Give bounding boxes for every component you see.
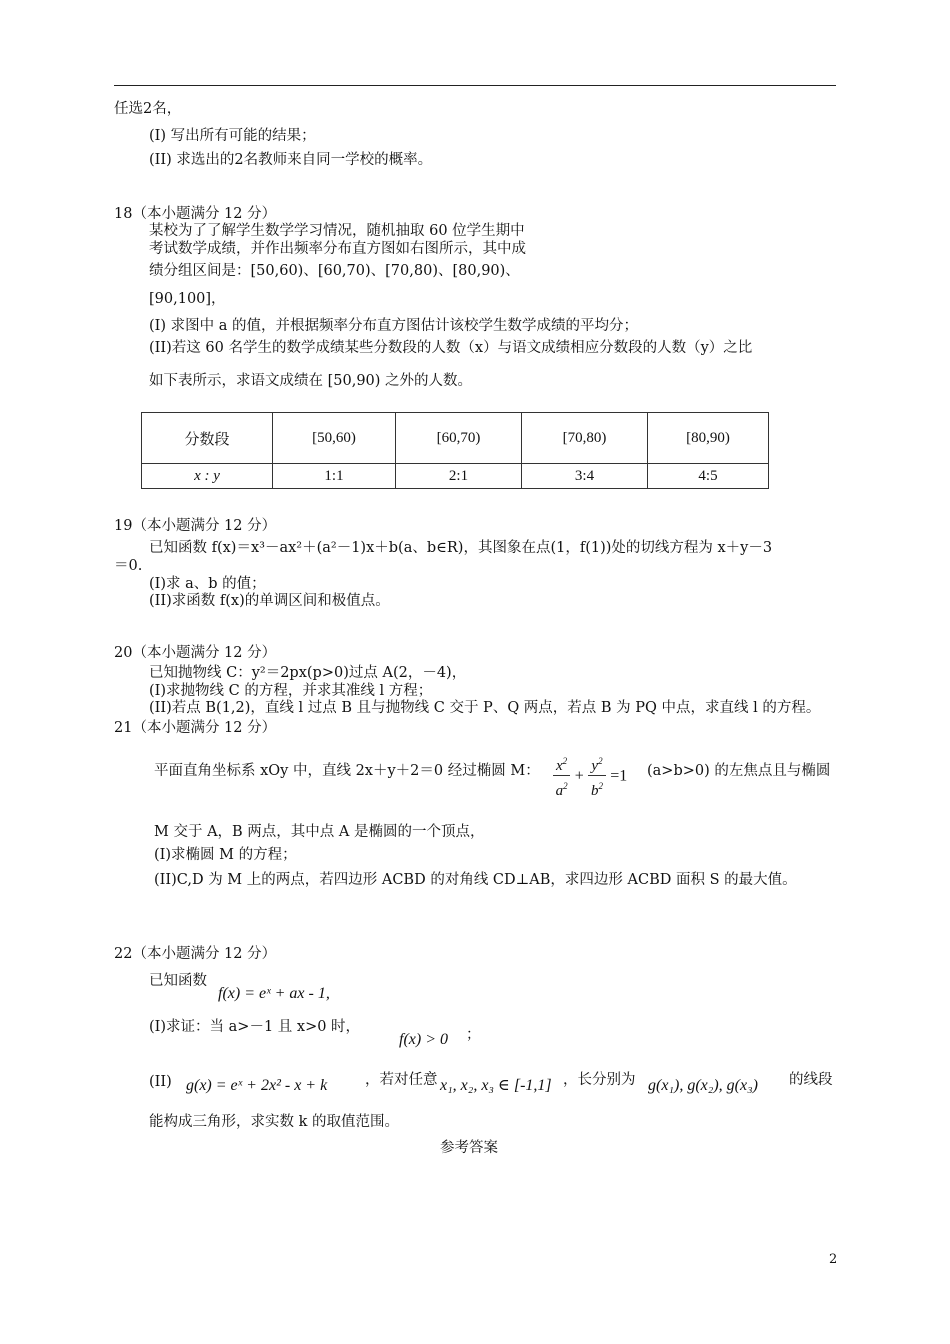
q21-part-2: (II)C,D 为 M 上的两点，若四边形 ACBD 的对角线 CD⊥AB，求四边形 ACBD 面积 S 的最大值。 bbox=[154, 872, 797, 888]
q20-heading: 20（本小题满分 12 分） bbox=[114, 645, 277, 661]
q22-line-3d: 的线段 bbox=[789, 1072, 833, 1088]
q19-part-1: (Ⅰ)求 a、b 的值； bbox=[149, 576, 266, 592]
q20-line-1: 已知抛物线 C：y²＝2px(p>0)过点 A(2，－4)， bbox=[149, 665, 467, 681]
q22-semicolon: ； bbox=[466, 1027, 481, 1043]
q22-heading: 22（本小题满分 12 分） bbox=[114, 946, 277, 962]
ellipse-equation: $\frac{x^2}{a^2}$ + $\frac{y^2}{b^2}$ =1 bbox=[553, 752, 627, 801]
fraction-x2-a2: $\frac{x^2}{a^2}$ bbox=[553, 752, 570, 801]
q22-line-4: 能构成三角形，求实数 k 的取值范围。 bbox=[149, 1114, 400, 1130]
q22-part-1: (I)求证：当 a>－1 且 x>0 时， bbox=[149, 1019, 361, 1035]
q20-part-1: (I)求抛物线 C 的方程，并求其准线 l 方程； bbox=[149, 683, 433, 699]
q18-part-2: (II)若这 60 名学生的数学成绩某些分数段的人数（x）与语文成绩相应分数段的人数（y）之比 bbox=[149, 340, 753, 356]
table-cell: 3:4 bbox=[522, 464, 648, 489]
q19-heading: 19（本小题满分 12 分） bbox=[114, 518, 277, 534]
q22-line-3b: ，若对任意 bbox=[365, 1072, 438, 1088]
table-header-cell: [80,90) bbox=[648, 413, 769, 464]
q17-part-2: (II) 求选出的2名教师来自同一学校的概率。 bbox=[149, 152, 433, 168]
table-cell: x : y bbox=[142, 464, 273, 489]
table-header-cell: [50,60) bbox=[273, 413, 396, 464]
q22-formula-f: f(x) = eˣ + ax - 1, bbox=[218, 985, 330, 1002]
fraction-y2-b2: $\frac{y^2}{b^2}$ bbox=[588, 752, 605, 801]
q19-part-2: (II)求函数 f(x)的单调区间和极值点。 bbox=[149, 593, 390, 609]
q18-line-7: 如下表所示，求语文成绩在 [50,90) 之外的人数。 bbox=[149, 373, 473, 389]
q22-formula-g: g(x) = eˣ + 2x² - x + k bbox=[186, 1077, 328, 1094]
q18-line-3: 绩分组区间是：[50,60)、[60,70)、[70,80)、[80,90)、 bbox=[149, 263, 520, 279]
score-ratio-table bbox=[141, 412, 769, 489]
table-header-cell: 分数段 bbox=[142, 413, 273, 464]
q19-line-2: ＝0. bbox=[114, 558, 143, 574]
table-cell: 4:5 bbox=[648, 464, 769, 489]
q21-line-2: M 交于 A，B 两点，其中点 A 是椭圆的一个顶点， bbox=[154, 824, 485, 840]
q22-formula-f-positive: f(x) > 0 bbox=[399, 1031, 448, 1048]
q18-line-4: [90,100]， bbox=[149, 291, 226, 307]
q20-part-2: (II)若点 B(1,2)，直线 l 过点 B 且与抛物线 C 交于 P、Q 两点，若点 B 为 PQ 中点，求直线 l 的方程。 bbox=[149, 700, 821, 716]
q17-part-1: (I) 写出所有可能的结果； bbox=[149, 128, 316, 144]
q21-line-1a: 平面直角坐标系 xOy 中，直线 2x＋y＋2＝0 经过椭圆 M： bbox=[154, 763, 540, 779]
q22-formula-g-values: g(x₁), g(x₂), g(x₃) bbox=[648, 1077, 758, 1094]
q18-heading: 18（本小题满分 12 分） bbox=[114, 206, 277, 222]
q19-line-1: 已知函数 f(x)＝x³－ax²＋(a²－1)x＋b(a、b∈R)，其图象在点(1，f(1))处的切线方程为 x＋y－3 bbox=[149, 540, 773, 556]
q18-line-2: 考试数学成绩，并作出频率分布直方图如右图所示，其中成 bbox=[149, 241, 526, 257]
table-cell: 2:1 bbox=[396, 464, 522, 489]
q17-line-1: 任选2名， bbox=[114, 101, 182, 117]
q18-part-1: (I) 求图中 a 的值，并根据频率分布直方图估计该校学生数学成绩的平均分； bbox=[149, 318, 639, 334]
q18-line-1: 某校为了了解学生数学学习情况，随机抽取 60 位学生期中 bbox=[149, 223, 525, 239]
table-row bbox=[142, 464, 769, 489]
q22-line-3c: ，长分别为 bbox=[563, 1072, 636, 1088]
table-cell: 1:1 bbox=[273, 464, 396, 489]
page-number: 2 bbox=[829, 1252, 838, 1267]
answers-title: 参考答案 bbox=[440, 1140, 498, 1156]
q22-formula-x-range: x₁, x₂, x₃ ∈ [-1,1] bbox=[440, 1077, 552, 1094]
q22-line-1: 已知函数 bbox=[149, 973, 207, 989]
q22-part-2-label: (II) bbox=[149, 1074, 172, 1090]
table-header-cell: [60,70) bbox=[396, 413, 522, 464]
q21-heading: 21（本小题满分 12 分） bbox=[114, 720, 277, 736]
q21-part-1: (Ⅰ)求椭圆 M 的方程； bbox=[154, 847, 297, 863]
q21-line-1b: (a>b>0) 的左焦点且与椭圆 bbox=[647, 763, 831, 779]
table-header-cell: [70,80) bbox=[522, 413, 648, 464]
header-rule bbox=[114, 85, 836, 86]
table-header-row bbox=[142, 413, 769, 464]
